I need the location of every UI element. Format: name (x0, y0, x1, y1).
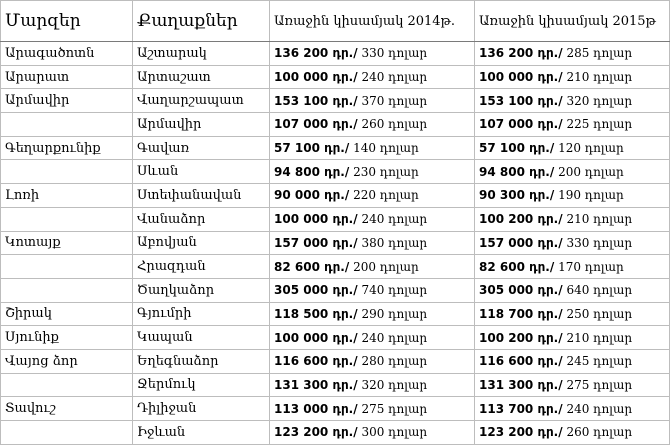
city-cell: Սևան (133, 160, 270, 184)
table-row (1, 207, 670, 231)
amount-amd: 153 100 դր./ (479, 93, 563, 108)
city-cell: Ջերմուկ (133, 373, 270, 397)
amount-amd: 100 000 դր./ (274, 212, 358, 227)
region-cell (1, 207, 133, 231)
amount-amd: 57 100 դր./ (274, 141, 350, 156)
price-cell-2014 (270, 373, 475, 397)
amount-usd: 240 դոլար (361, 70, 428, 85)
amount-amd: 57 100 դր./ (479, 141, 555, 156)
price-cell-2014 (270, 136, 475, 160)
amount-usd: 275 դոլար (566, 377, 633, 392)
price-cell-2014 (270, 349, 475, 373)
price-cell-2015 (475, 231, 670, 255)
price-cell-2014 (270, 160, 475, 184)
header-row (1, 1, 670, 42)
amount-usd: 280 դոլար (361, 354, 428, 369)
price-cell-2014 (270, 42, 475, 66)
amount-usd: 260 դոլար (361, 117, 428, 132)
amount-amd: 94 800 դր./ (274, 164, 350, 179)
city-cell: Արտաշատ (133, 65, 270, 89)
price-cell-2014 (270, 326, 475, 350)
table-row (1, 89, 670, 113)
header-period-2014: Առաջին կիսամյակ 2014թ. (270, 1, 475, 42)
amount-usd: 290 դոլար (361, 306, 428, 321)
price-cell-2014 (270, 278, 475, 302)
price-cell-2015 (475, 302, 670, 326)
table-row (1, 184, 670, 208)
region-cell (1, 113, 133, 137)
amount-amd: 100 200 դր./ (479, 212, 563, 227)
amount-amd: 100 000 դր./ (479, 70, 563, 85)
amount-amd: 113 700 դր./ (479, 401, 563, 416)
amount-usd: 260 դոլար (566, 425, 633, 440)
amount-usd: 330 դոլար (566, 235, 633, 250)
amount-usd: 320 դոլար (566, 93, 633, 108)
amount-usd: 285 դոլար (566, 46, 633, 61)
city-cell: Կապան (133, 326, 270, 350)
price-cell-2015 (475, 160, 670, 184)
city-cell: Հրազդան (133, 255, 270, 279)
amount-usd: 240 դոլար (566, 401, 633, 416)
table-row (1, 397, 670, 421)
amount-amd: 82 600 դր./ (479, 259, 555, 274)
amount-usd: 140 դոլար (353, 141, 419, 156)
header-period-2015: Առաջին կիսամյակ 2015թ (475, 1, 670, 42)
price-cell-2015 (475, 89, 670, 113)
price-cell-2015 (475, 349, 670, 373)
city-cell: Իջևան (133, 421, 270, 445)
amount-usd: 320 դոլար (361, 377, 428, 392)
price-cell-2014 (270, 89, 475, 113)
amount-amd: 305 000 դր./ (274, 283, 358, 298)
amount-usd: 210 դոլար (566, 70, 633, 85)
price-cell-2015 (475, 255, 670, 279)
price-cell-2015 (475, 421, 670, 445)
table-row (1, 326, 670, 350)
amount-amd: 100 000 դր./ (274, 330, 358, 345)
amount-amd: 107 000 դր./ (479, 117, 563, 132)
region-cell: Վայոց ձոր (1, 349, 133, 373)
city-cell: Ծաղկաձոր (133, 278, 270, 302)
region-cell (1, 278, 133, 302)
amount-usd: 210 դոլար (566, 330, 633, 345)
amount-amd: 116 600 դր./ (479, 354, 563, 369)
region-cell (1, 373, 133, 397)
amount-usd: 250 դոլար (566, 306, 633, 321)
amount-amd: 100 200 դր./ (479, 330, 563, 345)
price-cell-2014 (270, 302, 475, 326)
amount-usd: 275 դոլար (361, 401, 428, 416)
amount-amd: 116 600 դր./ (274, 354, 358, 369)
city-cell: Գավառ (133, 136, 270, 160)
amount-amd: 113 000 դր./ (274, 401, 358, 416)
table-row (1, 373, 670, 397)
price-cell-2015 (475, 136, 670, 160)
price-cell-2015 (475, 184, 670, 208)
table-row (1, 349, 670, 373)
price-cell-2014 (270, 255, 475, 279)
city-cell: Դիլիջան (133, 397, 270, 421)
amount-amd: 157 000 դր./ (274, 235, 358, 250)
price-cell-2015 (475, 113, 670, 137)
amount-amd: 136 200 դր./ (274, 46, 358, 61)
amount-usd: 240 դոլար (361, 212, 428, 227)
amount-usd: 380 դոլար (361, 235, 428, 250)
region-cell: Արարատ (1, 65, 133, 89)
amount-usd: 370 դոլար (361, 93, 428, 108)
table-row (1, 42, 670, 66)
amount-usd: 120 դոլար (558, 141, 624, 156)
region-cell: Տավուշ (1, 397, 133, 421)
table-row (1, 113, 670, 137)
region-cell (1, 421, 133, 445)
amount-amd: 136 200 դր./ (479, 46, 563, 61)
amount-amd: 100 000 դր./ (274, 70, 358, 85)
amount-amd: 90 000 դր./ (274, 188, 350, 203)
price-cell-2014 (270, 113, 475, 137)
amount-amd: 131 300 դր./ (274, 377, 358, 392)
city-cell: Արմավիր (133, 113, 270, 137)
region-cell (1, 160, 133, 184)
amount-amd: 131 300 դր./ (479, 377, 563, 392)
amount-amd: 82 600 դր./ (274, 259, 350, 274)
amount-amd: 123 200 դր./ (479, 425, 563, 440)
amount-usd: 170 դոլար (558, 259, 624, 274)
amount-usd: 200 դոլար (558, 164, 624, 179)
amount-usd: 190 դոլար (558, 188, 624, 203)
amount-usd: 740 դոլար (361, 283, 428, 298)
region-cell: Լոռի (1, 184, 133, 208)
amount-usd: 230 դոլար (353, 164, 419, 179)
amount-amd: 90 300 դր./ (479, 188, 555, 203)
amount-amd: 153 100 դր./ (274, 93, 358, 108)
amount-amd: 94 800 դր./ (479, 164, 555, 179)
amount-usd: 245 դոլար (566, 354, 633, 369)
price-cell-2014 (270, 65, 475, 89)
amount-usd: 300 դոլար (361, 425, 428, 440)
table-row (1, 302, 670, 326)
price-cell-2015 (475, 207, 670, 231)
price-cell-2014 (270, 231, 475, 255)
region-cell: Կոտայք (1, 231, 133, 255)
amount-amd: 305 000 դր./ (479, 283, 563, 298)
amount-usd: 200 դոլար (353, 259, 419, 274)
amount-usd: 225 դոլար (566, 117, 633, 132)
price-cell-2014 (270, 397, 475, 421)
region-cell: Սյունիք (1, 326, 133, 350)
price-cell-2015 (475, 397, 670, 421)
amount-amd: 118 500 դր./ (274, 306, 358, 321)
amount-amd: 107 000 դր./ (274, 117, 358, 132)
amount-usd: 240 դոլար (361, 330, 428, 345)
city-cell: Գյումրի (133, 302, 270, 326)
region-cell: Գեղարքունիք (1, 136, 133, 160)
amount-usd: 330 դոլար (361, 46, 428, 61)
amount-amd: 118 700 դր./ (479, 306, 563, 321)
table-row (1, 255, 670, 279)
table-row (1, 136, 670, 160)
table-row (1, 160, 670, 184)
amount-usd: 210 դոլար (566, 212, 633, 227)
price-cell-2015 (475, 326, 670, 350)
city-cell: Վանաձոր (133, 207, 270, 231)
city-cell: Եղեգնաձոր (133, 349, 270, 373)
city-cell: Ստեփանավան (133, 184, 270, 208)
region-cell: Շիրակ (1, 302, 133, 326)
price-cell-2015 (475, 42, 670, 66)
header-region: Մարզեր (1, 1, 133, 42)
price-cell-2014 (270, 421, 475, 445)
region-cell: Արմավիր (1, 89, 133, 113)
city-cell: Աշտարակ (133, 42, 270, 66)
amount-usd: 220 դոլար (353, 188, 419, 203)
table-row (1, 231, 670, 255)
region-cell (1, 255, 133, 279)
table-row (1, 421, 670, 445)
price-cell-2014 (270, 184, 475, 208)
header-city: Քաղաքներ (133, 1, 270, 42)
table-row (1, 65, 670, 89)
table-row (1, 278, 670, 302)
amount-usd: 640 դոլար (566, 283, 633, 298)
city-cell: Վաղարշապատ (133, 89, 270, 113)
region-cell: Արագածոտն (1, 42, 133, 66)
city-cell: Աբովյան (133, 231, 270, 255)
amount-amd: 157 000 դր./ (479, 235, 563, 250)
price-cell-2015 (475, 65, 670, 89)
amount-amd: 123 200 դր./ (274, 425, 358, 440)
price-cell-2014 (270, 207, 475, 231)
price-cell-2015 (475, 278, 670, 302)
price-cell-2015 (475, 373, 670, 397)
